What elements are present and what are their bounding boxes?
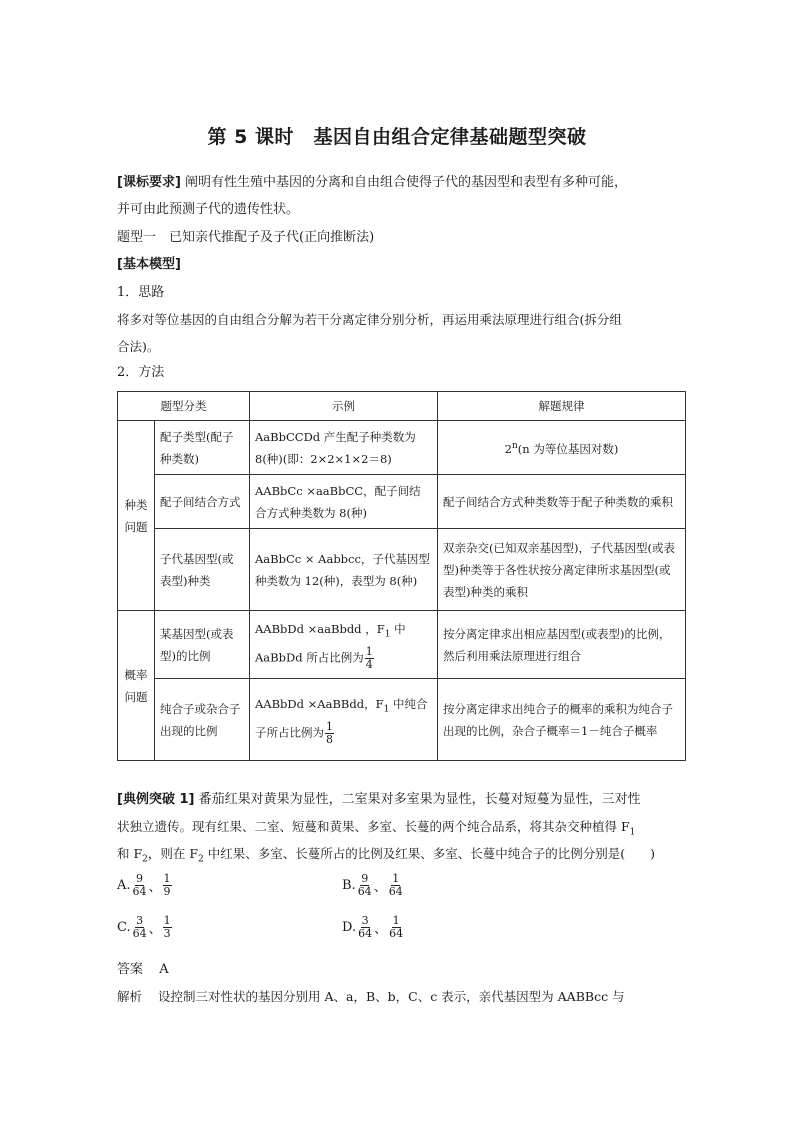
answer-value: A [159, 962, 169, 977]
example-text: 中纯合子所占比例为 [255, 697, 428, 740]
fraction-num: 1 [392, 914, 400, 927]
row-type: 子代基因型(或表型)种类 [155, 529, 250, 611]
row-type: 配子间结合方式 [155, 475, 250, 529]
option-a[interactable] [117, 873, 173, 898]
example-sub: 1 [629, 827, 636, 838]
example-text-1: 番茄红果对黄果为显性，二室果对多室果为显性，长蔓对短蔓为显性，三对性 [198, 792, 641, 807]
fraction [132, 873, 148, 898]
example-text: 中 AaBbDd 所占比例为 [255, 622, 406, 665]
fraction-den: 64 [132, 927, 147, 940]
table-row [118, 529, 686, 611]
fraction-num: 3 [361, 914, 369, 927]
row-type: 某基因型(或表型)的比例 [155, 611, 250, 679]
separator: 、 [148, 922, 162, 937]
rule-base: 2 [504, 441, 512, 456]
point1-text-2: 合法)。 [117, 339, 160, 354]
requirement-label: [课标要求] [117, 175, 181, 190]
table-row [118, 475, 686, 529]
analysis-label: 解析 [117, 989, 143, 1004]
fraction-den: 64 [357, 885, 372, 898]
fraction-den: 9 [163, 885, 171, 898]
row-example [250, 611, 438, 679]
fraction-num: 1 [365, 644, 373, 658]
example-label: [典例突破 1] [117, 792, 195, 807]
requirement-text-1: 阐明有性生殖中基因的分离和自由组合使得子代的基因型和表型有多种可能， [185, 175, 628, 190]
separator: 、 [148, 880, 162, 895]
row-rule: 双亲杂交(已知双亲基因型)，子代基因型(或表型)种类等于各性状按分离定律所求基因型(或表型)种类的乘积 [438, 529, 686, 611]
fraction-den: 4 [365, 657, 373, 671]
separator: 、 [373, 880, 387, 895]
page-title: 第 5 课时 基因自由组合定律基础题型突破 [207, 126, 587, 148]
method-table [117, 391, 686, 761]
example-sub: 1 [384, 629, 391, 640]
option-letter: C. [117, 920, 131, 935]
fraction [325, 721, 334, 746]
separator: 、 [374, 922, 388, 937]
option-b[interactable] [342, 873, 405, 898]
fraction-num: 1 [326, 719, 333, 733]
option-c[interactable] [117, 915, 173, 940]
option-d[interactable] [342, 915, 405, 940]
example-line-3 [117, 845, 687, 869]
fraction [388, 915, 404, 940]
point2-heading: 2．方法 [117, 365, 165, 380]
header-rule: 解题规律 [438, 392, 686, 421]
fraction-den: 64 [388, 885, 403, 898]
fraction [163, 915, 172, 940]
table-header-row [118, 392, 686, 421]
example-text-3b: ，则在 F [147, 846, 199, 861]
row-rule: 配子间结合方式种类数等于配子种类数的乘积 [438, 475, 686, 529]
table-row [118, 421, 686, 475]
analysis-text: 设控制三对性状的基因分别用 A、a，B、b，C、c 表示，亲代基因型为 AABBcc 与 [157, 989, 625, 1004]
example-text-2: 状独立遗传。现有红果、二室、短蔓和黄果、多室、长蔓的两个纯合品系，将其杂交种植得 F [117, 819, 630, 834]
point1-text-1: 将多对等位基因的自由组合分解为若干分离定律分别分析，再运用乘法原理进行组合(拆分组 [117, 312, 622, 327]
requirement-line-1 [117, 174, 687, 192]
row-rule: 按分离定律求出纯合子的概率的乘积为纯合子出现的比例，杂合子概率＝1－纯合子概率 [438, 679, 686, 761]
table-row [118, 679, 686, 761]
point1-heading: 1．思路 [117, 285, 165, 300]
fraction-num: 9 [361, 872, 369, 885]
row-example: AABbCc ×aaBbCC，配子间结合方式种类数为 8(种) [250, 475, 438, 529]
row-example: AaBbCc × Aabbcc，子代基因型种类数为 12(种)，表型为 8(种) [250, 529, 438, 611]
fraction-den: 64 [389, 927, 404, 940]
answer-line [117, 961, 687, 979]
fraction-num: 9 [136, 872, 144, 885]
row-rule [438, 421, 686, 475]
fraction-num: 1 [163, 872, 171, 885]
fraction-num: 1 [392, 872, 400, 885]
answer-label: 答案 [117, 962, 144, 977]
row-type: 配子类型(配子种类数) [155, 421, 250, 475]
fraction-num: 1 [163, 914, 171, 927]
basic-model-label: [基本模型] [117, 257, 181, 272]
option-letter: D. [342, 920, 357, 935]
requirement-text-2: 并可由此预测子代的遗传性状。 [117, 202, 300, 217]
fraction [357, 873, 373, 898]
option-letter: A. [117, 878, 131, 893]
example-line-2 [117, 818, 687, 842]
fraction-den: 64 [132, 885, 147, 898]
row-rule: 按分离定律求出相应基因型(或表型)的比例，然后利用乘法原理进行组合 [438, 611, 686, 679]
rule-note: (n 为等位基因对数) [517, 441, 619, 456]
fraction [132, 915, 148, 940]
example-sub: 1 [383, 704, 390, 715]
row-example: AaBbCCDd 产生配子种类数为 8(种)(即：2×2×1×2＝8) [250, 421, 438, 475]
example-line-1 [117, 791, 687, 809]
fraction [357, 915, 373, 940]
group-kinds-label: 种类问题 [124, 497, 148, 534]
group-probability [118, 611, 155, 761]
fraction-num: 3 [136, 914, 144, 927]
example-text: AABbDd ×aaBbdd ，F [255, 622, 385, 637]
section-heading: 题型一 已知亲代推配子及子代(正向推断法) [117, 230, 375, 245]
header-type: 题型分类 [118, 392, 250, 421]
group-kinds [118, 421, 155, 611]
fraction-den: 8 [326, 732, 333, 746]
example-text-3a: 和 F [117, 846, 143, 861]
fraction-den: 3 [163, 927, 171, 940]
fraction [365, 646, 374, 671]
group-probability-label: 概率问题 [124, 667, 148, 704]
example-sub: 2 [142, 854, 148, 865]
example-text: AABbDd ×AaBBdd，F [255, 697, 384, 712]
row-type: 纯合子或杂合子出现的比例 [155, 679, 250, 761]
table-row [118, 611, 686, 679]
example-text-3c: 中红果、多室、长蔓所占的比例及红果、多室、长蔓中纯合子的比例分别是( ) [203, 846, 656, 861]
fraction [163, 873, 172, 898]
analysis-line [117, 988, 687, 1006]
fraction-den: 64 [358, 927, 373, 940]
option-letter: B. [342, 878, 356, 893]
row-example [250, 679, 438, 761]
example-sub: 2 [198, 854, 204, 865]
header-example: 示例 [250, 392, 438, 421]
fraction [388, 873, 404, 898]
rule-exponent: n [511, 441, 518, 452]
